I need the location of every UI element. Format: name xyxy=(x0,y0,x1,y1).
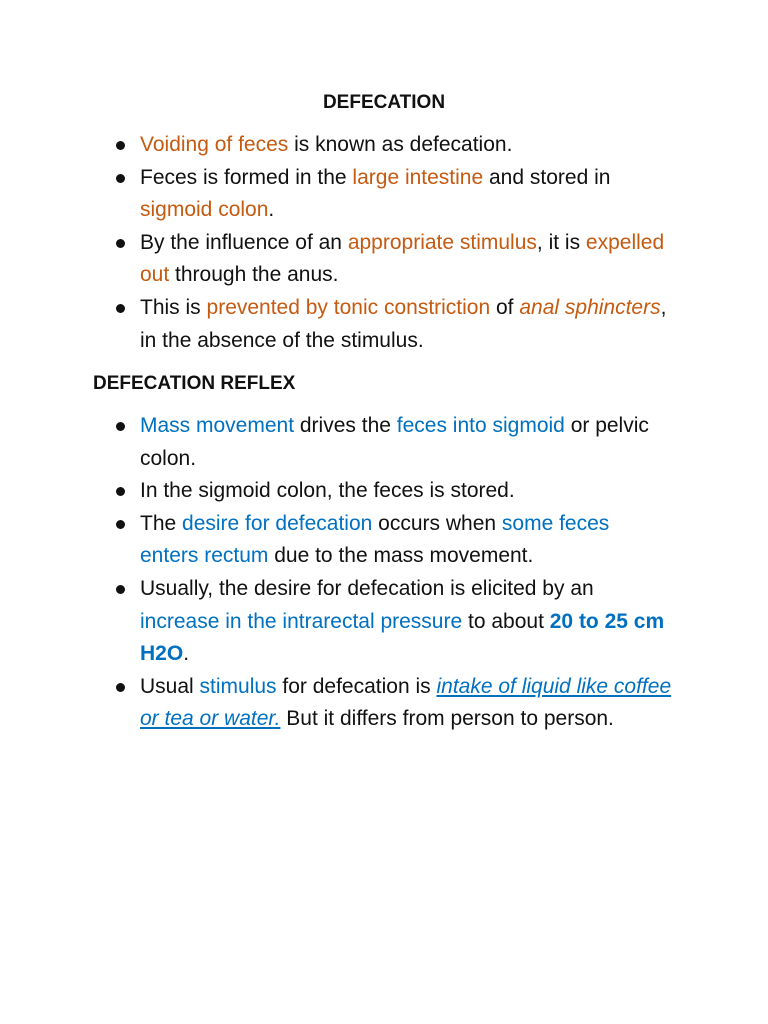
text-run: through the anus. xyxy=(169,263,339,287)
highlight-orange: prevented by tonic constriction xyxy=(206,295,491,319)
text-run: But it differs from person to person. xyxy=(280,707,614,731)
text-run: The xyxy=(140,511,183,535)
list-item xyxy=(112,292,672,357)
highlight-orange: appropriate stimulus xyxy=(347,230,537,254)
text-run: Usually, the desire for defecation is elicited by an xyxy=(140,576,594,600)
list-item xyxy=(112,573,672,671)
bullet-list-defecation-reflex xyxy=(112,410,672,736)
list-item xyxy=(112,508,672,573)
section-heading: DEFECATION REFLEX xyxy=(93,373,296,394)
highlight-blue: stimulus xyxy=(199,674,277,698)
text-run: is known as defecation. xyxy=(288,133,513,156)
text-run: , in the absence of the stimulus. xyxy=(140,295,667,352)
text-run: . xyxy=(183,642,190,666)
text-run: or pelvic colon. xyxy=(140,414,649,470)
list-item xyxy=(112,162,672,227)
highlight-blue: Mass movement xyxy=(140,414,295,437)
text-run: occurs when xyxy=(372,511,502,535)
list-item xyxy=(112,410,672,475)
list-item xyxy=(112,129,672,162)
highlight-blue-bold: 20 to 25 cm H2O xyxy=(140,609,665,666)
text-run: . xyxy=(268,198,275,222)
list-item xyxy=(112,475,672,508)
text-run: This is xyxy=(140,295,207,319)
highlight-blue: increase in the intrarectal pressure xyxy=(140,609,463,633)
text-run: drives the xyxy=(294,414,397,437)
highlight-orange: Voiding of feces xyxy=(140,133,289,156)
highlight-orange: expelled out xyxy=(140,230,665,287)
highlight-blue: desire for defecation xyxy=(182,511,373,535)
bullet-list-defecation xyxy=(112,129,672,357)
text-run: In the sigmoid colon, the feces is stored. xyxy=(140,479,515,503)
text-run: to about xyxy=(462,609,550,633)
highlight-orange-italic: anal sphincters xyxy=(519,295,661,319)
list-item xyxy=(112,671,672,736)
text-run: , it is xyxy=(536,230,586,254)
text-run: By the influence of an xyxy=(140,230,348,254)
text-run: Feces is formed in the xyxy=(140,165,353,189)
text-run: for defecation is xyxy=(276,674,437,698)
document-title: DEFECATION xyxy=(322,92,446,113)
highlight-orange: large intestine xyxy=(352,165,484,189)
list-item xyxy=(112,227,672,292)
highlight-orange: sigmoid colon xyxy=(140,198,269,222)
highlight-blue: feces into sigmoid xyxy=(396,414,565,437)
text-run: due to the mass movement. xyxy=(268,544,534,568)
highlight-blue-italic-underlined: intake of liquid like coffee or tea or water. xyxy=(140,674,672,731)
text-run: Usual xyxy=(140,674,200,698)
text-run: and stored in xyxy=(483,165,611,189)
text-run: of xyxy=(490,295,520,319)
highlight-blue: some feces enters rectum xyxy=(140,511,610,568)
